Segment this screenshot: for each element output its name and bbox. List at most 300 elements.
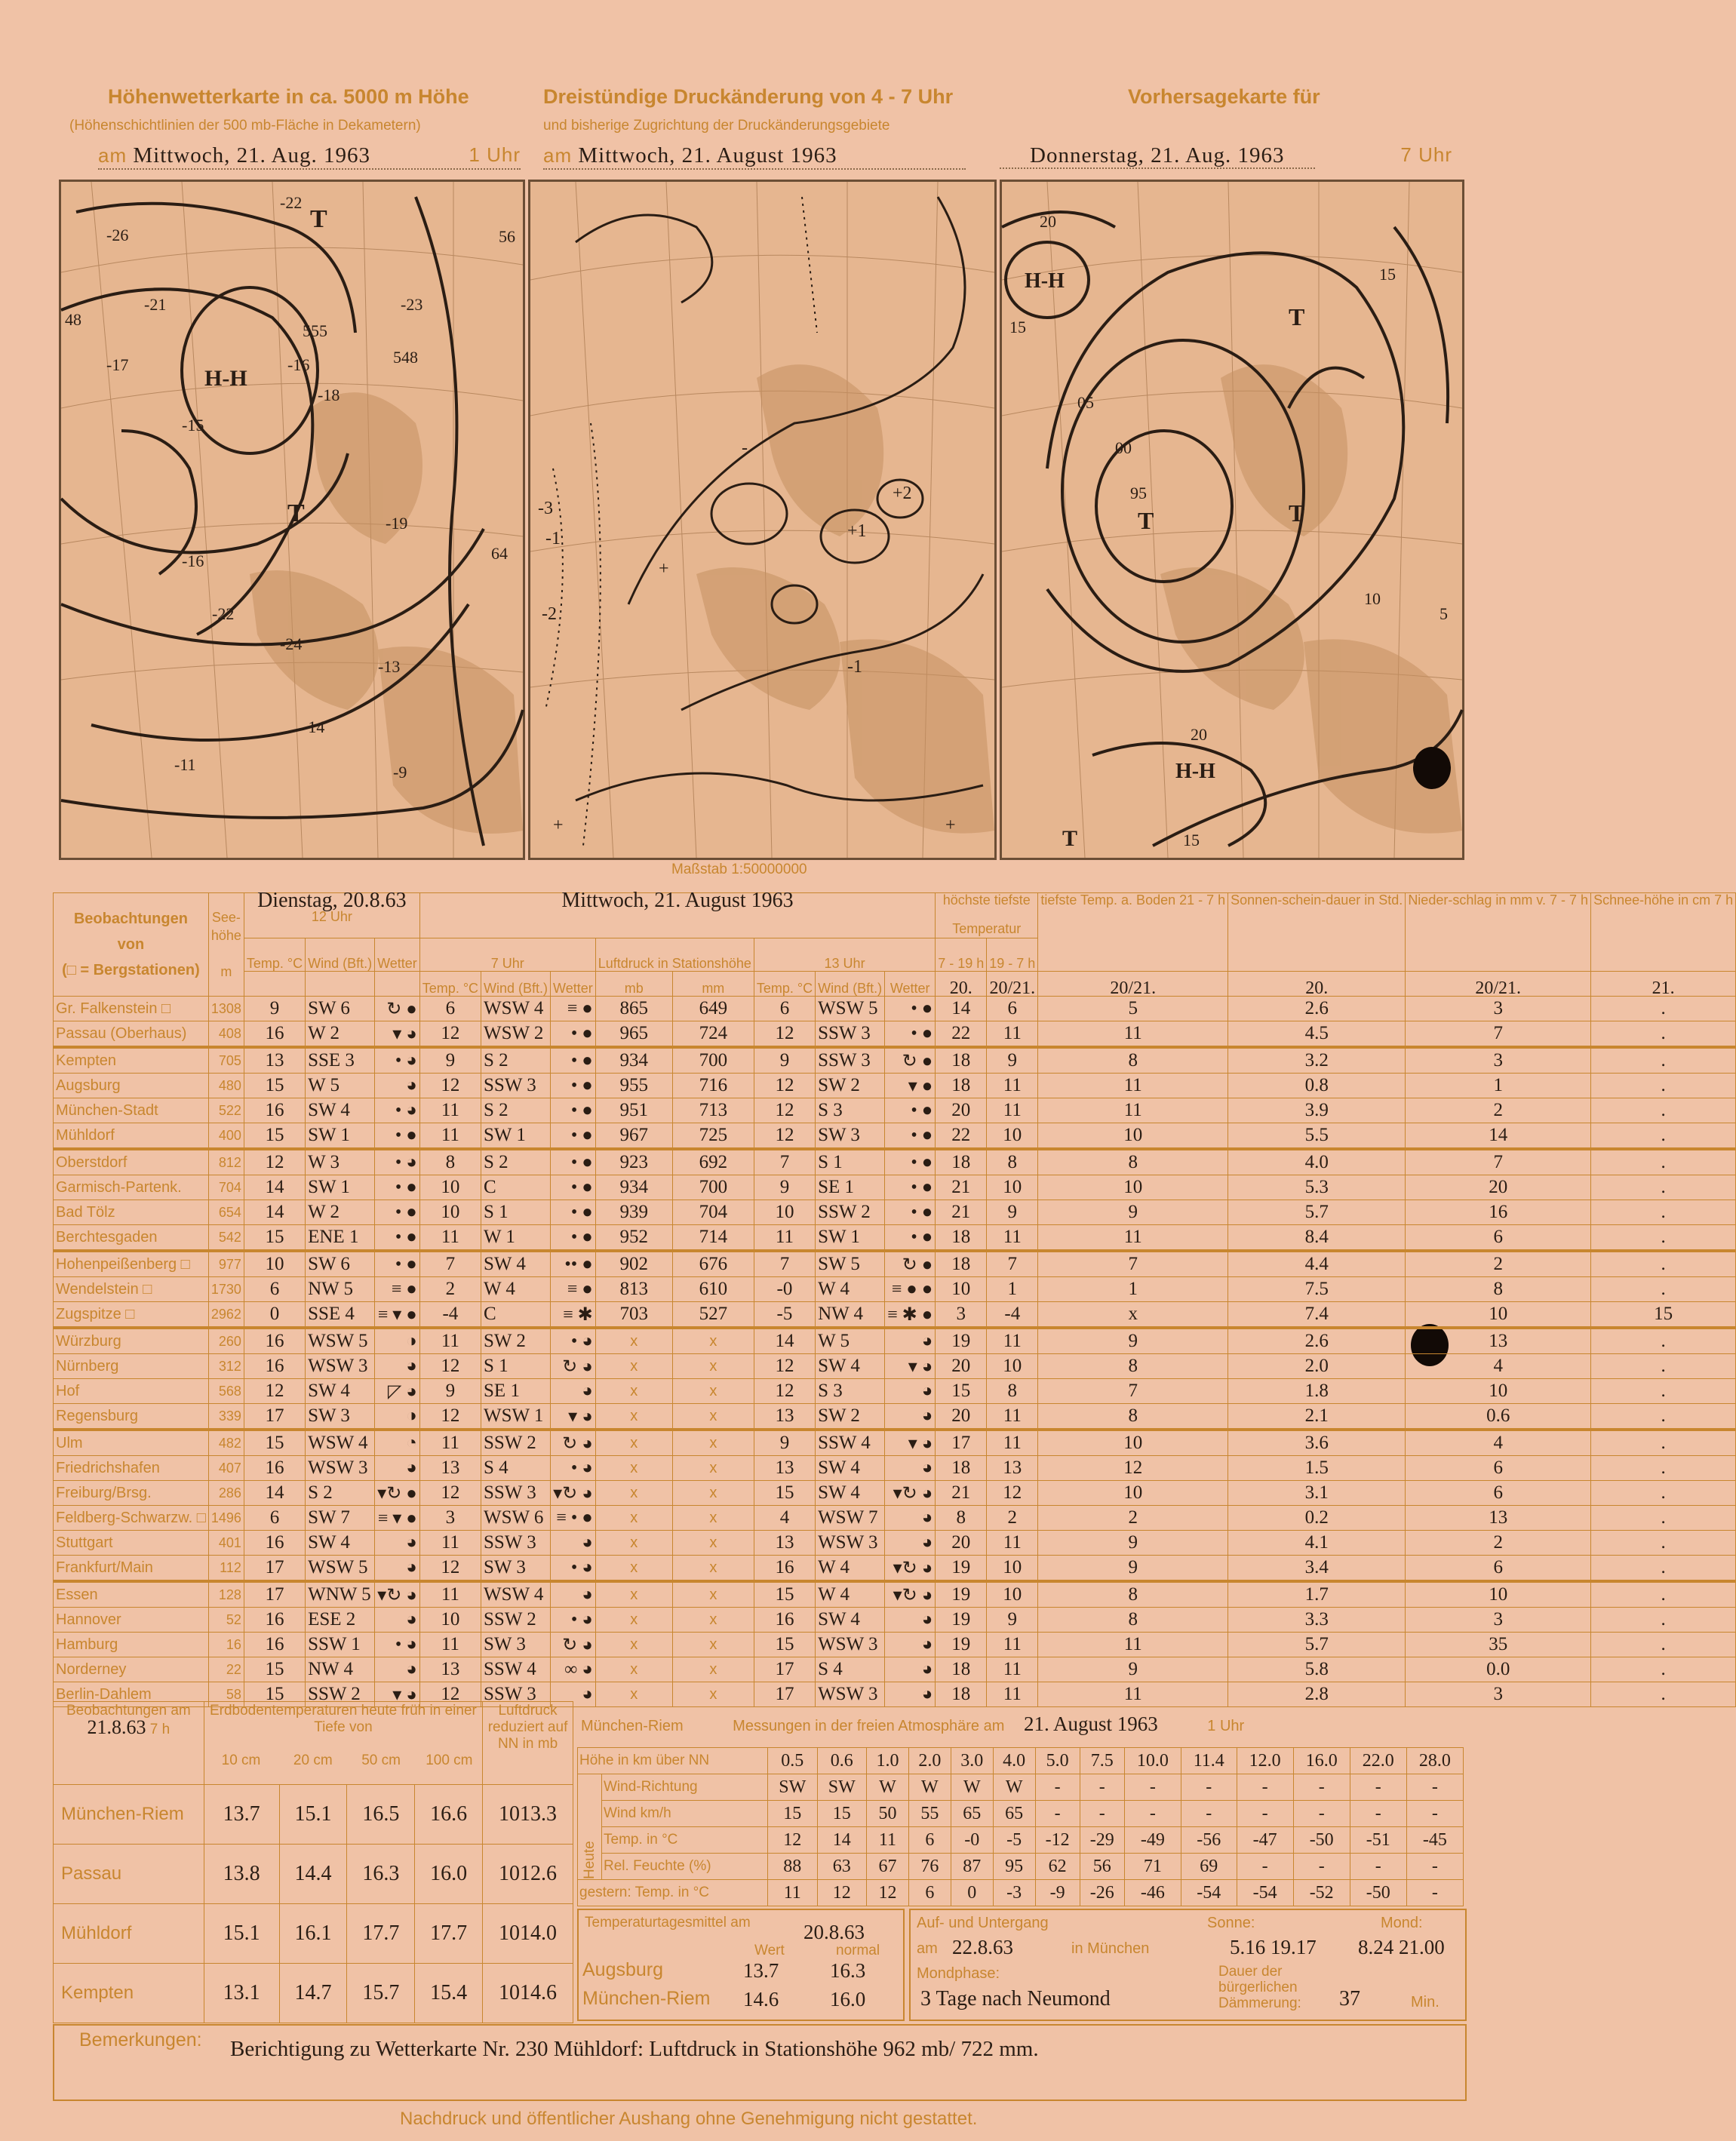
table-cell: 19 xyxy=(936,1328,987,1354)
atmos-row xyxy=(578,1801,1464,1827)
table-cell: • ● xyxy=(551,1175,596,1200)
table-cell: 9 xyxy=(754,1430,815,1456)
table-cell: S 3 xyxy=(816,1379,885,1404)
h-temp3: Temp. °C xyxy=(754,972,815,997)
soil-body xyxy=(54,1785,573,2023)
map-scale: Maßstab 1:50000000 xyxy=(671,862,807,877)
table-cell: . xyxy=(1591,1608,1736,1633)
table-cell: W 3 xyxy=(306,1149,375,1175)
table-cell: Stuttgart xyxy=(54,1531,209,1556)
table-cell: WSW 3 xyxy=(306,1354,375,1379)
table-cell: 7.4 xyxy=(1228,1302,1406,1329)
m1-label: T xyxy=(287,499,305,527)
daily-value: 14.6 xyxy=(743,1988,779,2010)
table-cell: • ● xyxy=(375,1225,420,1252)
table-cell: 9 xyxy=(1038,1657,1228,1682)
table-cell: x xyxy=(672,1430,754,1456)
table-cell: • ◕ xyxy=(551,1328,596,1354)
table-cell: SW 4 xyxy=(816,1481,885,1506)
m1-label: -23 xyxy=(401,295,423,314)
table-row xyxy=(54,1657,1736,1682)
table-cell: 13 xyxy=(419,1456,481,1481)
m3-label: T xyxy=(1062,826,1078,851)
table-cell: 724 xyxy=(672,1021,754,1048)
atmos-row-label: Wind-Richtung xyxy=(602,1774,768,1801)
table-row xyxy=(54,1302,1736,1329)
soil-depth-50: 50 cm xyxy=(361,1752,401,1768)
table-cell: 2.0 xyxy=(1228,1354,1406,1379)
table-cell: 9 xyxy=(987,1608,1038,1633)
table-cell: 11 xyxy=(987,1682,1038,1707)
table-cell: ◕ xyxy=(375,1531,420,1556)
table-cell: ↻ ◕ xyxy=(551,1633,596,1657)
table-cell: 10 xyxy=(419,1200,481,1225)
moon-times: 8.24 21.00 xyxy=(1358,1936,1445,1958)
table-cell: 8 xyxy=(987,1379,1038,1404)
table-cell: 11 xyxy=(987,1404,1038,1430)
atmos-value: - xyxy=(1080,1801,1124,1827)
table-cell: . xyxy=(1591,1123,1736,1150)
table-cell: . xyxy=(1591,1506,1736,1531)
atmos-date: 21. August 1963 xyxy=(1023,1712,1158,1735)
table-cell: S 4 xyxy=(481,1456,551,1481)
table-cell: . xyxy=(1591,1633,1736,1657)
table-cell: 3.2 xyxy=(1228,1047,1406,1074)
table-cell: 9 xyxy=(419,1379,481,1404)
table-cell: 9 xyxy=(754,1175,815,1200)
soil-value: 15.4 xyxy=(415,1964,483,2023)
atmos-value: -9 xyxy=(1035,1880,1080,1906)
m1-label: -11 xyxy=(174,755,196,774)
soil-value: 17.7 xyxy=(415,1904,483,1964)
soil-value: 16.5 xyxy=(347,1785,415,1845)
table-cell: Feldberg-Schwarzw. □ xyxy=(54,1506,209,1531)
map1-prefix: am xyxy=(98,144,128,167)
table-row xyxy=(54,1481,1736,1506)
table-cell: S 1 xyxy=(481,1354,551,1379)
m1-label: -22 xyxy=(280,193,303,212)
table-cell: 12 xyxy=(419,1021,481,1048)
table-cell: 7 xyxy=(1406,1021,1591,1048)
table-cell: ▾ ◕ xyxy=(885,1430,936,1456)
table-cell: S 1 xyxy=(816,1149,885,1175)
table-cell: 10 xyxy=(936,1277,987,1302)
table-cell: 7 xyxy=(1406,1149,1591,1175)
soil-pressure-label: Luftdruck reduziert auf NN in mb xyxy=(487,1703,568,1752)
table-cell: 10 xyxy=(1038,1481,1228,1506)
table-row xyxy=(54,1506,1736,1531)
day1-time: 12 Uhr xyxy=(311,909,352,924)
table-cell: Regensburg xyxy=(54,1404,209,1430)
table-cell: ≡ ● xyxy=(551,997,596,1021)
table-cell: 654 xyxy=(208,1200,244,1225)
moon-label: Mond: xyxy=(1381,1915,1423,1931)
table-cell: • ● xyxy=(551,1225,596,1252)
table-cell: 692 xyxy=(672,1149,754,1175)
table-cell: 17 xyxy=(244,1581,305,1608)
atmos-value: -50 xyxy=(1293,1827,1350,1854)
map2-date-line xyxy=(543,143,966,170)
m1-label: 548 xyxy=(393,348,418,367)
soil-value: 17.7 xyxy=(347,1904,415,1964)
table-cell: WSW 4 xyxy=(481,997,551,1021)
atmos-row xyxy=(578,1827,1464,1854)
table-cell: SW 4 xyxy=(306,1531,375,1556)
table-cell: 965 xyxy=(595,1021,672,1048)
table-cell: • ● xyxy=(375,1175,420,1200)
atmos-body xyxy=(578,1774,1464,1906)
table-cell: 286 xyxy=(208,1481,244,1506)
soil-table xyxy=(53,1701,573,2023)
table-cell: . xyxy=(1591,1682,1736,1707)
soil-value: 15.1 xyxy=(204,1904,279,1964)
table-cell: 12 xyxy=(754,1074,815,1098)
table-cell: ≡ ● xyxy=(375,1277,420,1302)
table-cell: Frankfurt/Main xyxy=(54,1556,209,1582)
atmos-row xyxy=(578,1880,1464,1906)
m1-label: T xyxy=(310,205,327,233)
table-cell: 2962 xyxy=(208,1302,244,1329)
table-row xyxy=(54,1531,1736,1556)
soil-depth-20: 20 cm xyxy=(293,1752,333,1768)
table-cell: 4 xyxy=(1406,1354,1591,1379)
table-cell: 9 xyxy=(1038,1531,1228,1556)
table-cell: 1 xyxy=(1406,1074,1591,1098)
m3-label: T xyxy=(1138,507,1154,534)
atmos-value: - xyxy=(1080,1774,1124,1801)
table-cell: x xyxy=(672,1354,754,1379)
h-temp2: Temp. °C xyxy=(419,972,481,997)
table-cell: x xyxy=(672,1556,754,1582)
m1-label: 48 xyxy=(65,310,81,329)
table-cell: ▾ ◕ xyxy=(885,1354,936,1379)
header-rain xyxy=(1406,893,1591,972)
table-cell: Kempten xyxy=(54,1047,209,1074)
soil-value: 1013.3 xyxy=(483,1785,573,1845)
table-cell: W 5 xyxy=(306,1074,375,1098)
atmos-value: -45 xyxy=(1406,1827,1463,1854)
table-cell: 11 xyxy=(419,1328,481,1354)
table-cell: 4.1 xyxy=(1228,1531,1406,1556)
m1-label: -16 xyxy=(287,355,310,374)
table-cell: 704 xyxy=(208,1175,244,1200)
table-cell: ◑ xyxy=(375,1328,420,1354)
table-cell: 9 xyxy=(754,1047,815,1074)
table-cell: C xyxy=(481,1175,551,1200)
atmos-value: 71 xyxy=(1124,1854,1181,1880)
table-cell: 16 xyxy=(244,1354,305,1379)
table-cell: SW 3 xyxy=(481,1633,551,1657)
atmos-value: - xyxy=(1237,1774,1293,1801)
table-cell: 16 xyxy=(244,1328,305,1354)
table-cell: 11 xyxy=(1038,1021,1228,1048)
m3-label: H-H xyxy=(1175,760,1215,783)
table-cell: . xyxy=(1591,1354,1736,1379)
table-cell: ◕ xyxy=(885,1608,936,1633)
table-cell: 128 xyxy=(208,1581,244,1608)
moon-phase: 3 Tage nach Neumond xyxy=(920,1987,1111,2010)
m1-label: -16 xyxy=(182,551,204,570)
m1-label: -24 xyxy=(280,634,303,653)
table-cell: 9 xyxy=(244,997,305,1021)
atmos-height: 3.0 xyxy=(951,1748,993,1774)
soil-value: 1014.0 xyxy=(483,1904,573,1964)
table-cell: ◕ xyxy=(375,1556,420,1582)
atmos-value: 12 xyxy=(867,1880,909,1906)
table-cell: ↻ ◕ xyxy=(551,1430,596,1456)
table-cell: SW 2 xyxy=(816,1404,885,1430)
table-cell: x xyxy=(595,1456,672,1481)
table-cell: ≡ ✱ ● xyxy=(885,1302,936,1329)
m1-label: -15 xyxy=(182,416,204,435)
table-cell: 11 xyxy=(987,1225,1038,1252)
table-cell: 1 xyxy=(987,1277,1038,1302)
m3-label: T xyxy=(1289,303,1305,330)
table-cell: • ● xyxy=(551,1021,596,1048)
m2-label: +1 xyxy=(847,521,867,541)
table-cell: WSW 2 xyxy=(481,1021,551,1048)
header-station-l3: (□ = Bergstationen) xyxy=(62,962,200,978)
table-cell: 13 xyxy=(754,1531,815,1556)
h-wx2: Wetter xyxy=(551,972,596,997)
table-cell: x xyxy=(595,1328,672,1354)
table-cell: 17 xyxy=(754,1657,815,1682)
header-temp-ext xyxy=(936,893,1038,938)
ext-min: tiefste xyxy=(994,892,1031,908)
atmos-row-label: Rel. Feuchte (%) xyxy=(602,1854,768,1880)
h-d2021: 20/21. xyxy=(987,972,1038,997)
table-cell: 2.8 xyxy=(1228,1682,1406,1707)
table-cell: WSW 4 xyxy=(481,1581,551,1608)
table-cell: ▾↻ ◕ xyxy=(375,1581,420,1608)
table-cell: 8 xyxy=(1038,1149,1228,1175)
table-cell: W 2 xyxy=(306,1021,375,1048)
table-cell: . xyxy=(1591,1047,1736,1074)
atmos-station: München-Riem xyxy=(581,1718,684,1734)
m2-label: + xyxy=(553,816,564,835)
table-row xyxy=(54,1328,1736,1354)
map2-subtitle: und bisherige Zugrichtung der Druckänderungsgebiete xyxy=(543,118,890,134)
table-cell: x xyxy=(595,1682,672,1707)
h-time7: 7 Uhr xyxy=(419,938,595,972)
table-cell: x xyxy=(595,1608,672,1633)
table-cell: ◕ xyxy=(885,1404,936,1430)
table-cell: 3 xyxy=(936,1302,987,1329)
table-cell: • ◕ xyxy=(551,1456,596,1481)
atmos-value: 67 xyxy=(867,1854,909,1880)
table-cell: 21 xyxy=(936,1175,987,1200)
table-cell: SW 4 xyxy=(816,1456,885,1481)
daily-mean-title: Temperaturtagesmittel am xyxy=(585,1915,751,1931)
table-cell: 15 xyxy=(244,1074,305,1098)
atmos-height: 2.0 xyxy=(908,1748,951,1774)
table-cell: ≡ ▾ ● xyxy=(375,1302,420,1329)
atmos-heute-label: Heute xyxy=(578,1774,602,1880)
atmos-row xyxy=(578,1774,1464,1801)
m3-label: H-H xyxy=(1025,269,1065,293)
atmos-height: 0.5 xyxy=(768,1748,818,1774)
table-cell: • ● xyxy=(375,1123,420,1150)
m2-label: + xyxy=(659,559,669,579)
table-cell: 703 xyxy=(595,1302,672,1329)
map3-title: Vorhersagekarte für xyxy=(1128,85,1320,108)
table-cell: • ● xyxy=(551,1123,596,1150)
table-cell: 4.5 xyxy=(1228,1021,1406,1048)
table-cell: SSE 4 xyxy=(306,1302,375,1329)
table-cell: 12 xyxy=(244,1149,305,1175)
soil-row xyxy=(54,1845,573,1904)
moon-phase-label: Mondphase: xyxy=(917,1965,1000,1982)
m2-label: +2 xyxy=(893,484,912,503)
table-cell: 934 xyxy=(595,1047,672,1074)
forecast-chart xyxy=(1002,182,1462,858)
atmos-value: W xyxy=(867,1774,909,1801)
table-cell: 939 xyxy=(595,1200,672,1225)
atmos-value: 6 xyxy=(908,1827,951,1854)
table-cell: 3 xyxy=(1406,1682,1591,1707)
table-cell: WSW 7 xyxy=(816,1506,885,1531)
table-cell: . xyxy=(1591,1175,1736,1200)
table-cell: 16 xyxy=(244,1608,305,1633)
table-cell: 12 xyxy=(419,1354,481,1379)
table-cell: • ● xyxy=(885,1021,936,1048)
soil-value: 16.3 xyxy=(347,1845,415,1904)
table-cell: x xyxy=(672,1581,754,1608)
table-cell: 0.2 xyxy=(1228,1506,1406,1531)
table-cell: ◕ xyxy=(885,1506,936,1531)
table-cell: 11 xyxy=(987,1657,1038,1682)
h-d20s: 20. xyxy=(1228,972,1406,997)
table-cell: 17 xyxy=(936,1430,987,1456)
table-cell: SSW 3 xyxy=(816,1047,885,1074)
table-cell: ▾↻ ◕ xyxy=(551,1481,596,1506)
table-cell: 18 xyxy=(936,1657,987,1682)
m2-label: -1 xyxy=(847,657,862,677)
table-cell: . xyxy=(1591,1098,1736,1123)
table-cell: 18 xyxy=(936,1225,987,1252)
table-row xyxy=(54,1277,1736,1302)
table-cell: • ◕ xyxy=(375,1098,420,1123)
table-cell: 951 xyxy=(595,1098,672,1123)
table-cell: • ● xyxy=(375,1200,420,1225)
table-cell: 5.3 xyxy=(1228,1175,1406,1200)
header-height-l1: See- xyxy=(211,910,241,925)
table-cell: 12 xyxy=(419,1404,481,1430)
table-cell: 16 xyxy=(208,1633,244,1657)
table-cell: ▾↻ ◕ xyxy=(885,1581,936,1608)
table-cell: 2 xyxy=(1038,1506,1228,1531)
table-cell: 13 xyxy=(1406,1506,1591,1531)
table-cell: 6 xyxy=(244,1277,305,1302)
table-cell: 7 xyxy=(987,1251,1038,1277)
atmos-height: 1.0 xyxy=(867,1748,909,1774)
table-cell: Bad Tölz xyxy=(54,1200,209,1225)
table-cell: 10 xyxy=(1406,1581,1591,1608)
table-cell: 522 xyxy=(208,1098,244,1123)
atmos-value: -26 xyxy=(1080,1880,1124,1906)
table-cell: SW 1 xyxy=(481,1123,551,1150)
daily-mean-normal: normal xyxy=(836,1943,880,1958)
atmos-value: -0 xyxy=(951,1827,993,1854)
atmos-value: - xyxy=(1406,1854,1463,1880)
table-cell: 955 xyxy=(595,1074,672,1098)
table-cell: SW 4 xyxy=(306,1379,375,1404)
remarks-box xyxy=(53,2024,1467,2101)
table-cell: • ● xyxy=(885,1098,936,1123)
table-cell: 8 xyxy=(419,1149,481,1175)
table-cell: Gr. Falkenstein □ xyxy=(54,997,209,1021)
h-mb: mb xyxy=(595,972,672,997)
table-cell: WSW 3 xyxy=(816,1531,885,1556)
table-cell: 10 xyxy=(1406,1379,1591,1404)
table-cell: 1 xyxy=(1038,1277,1228,1302)
m1-label: -18 xyxy=(318,386,340,404)
sun-moon-date: 22.8.63 xyxy=(952,1936,1013,1958)
atmos-value: - xyxy=(1237,1801,1293,1827)
atmos-value: 6 xyxy=(908,1880,951,1906)
table-cell: • ◕ xyxy=(375,1047,420,1074)
table-row xyxy=(54,1149,1736,1175)
table-cell: WSW 1 xyxy=(481,1404,551,1430)
soil-row xyxy=(54,1904,573,1964)
table-cell: 15 xyxy=(754,1581,815,1608)
table-cell: x xyxy=(595,1354,672,1379)
twilight-value: 37 xyxy=(1339,1987,1360,2010)
table-cell: 1.7 xyxy=(1228,1581,1406,1608)
table-cell: 16 xyxy=(1406,1200,1591,1225)
table-cell: WSW 3 xyxy=(816,1633,885,1657)
m3-label: 10 xyxy=(1364,589,1381,608)
table-cell: 12 xyxy=(419,1556,481,1582)
table-cell: ≡ ✱ xyxy=(551,1302,596,1329)
table-cell: . xyxy=(1591,1200,1736,1225)
sun-times: 5.16 19.17 xyxy=(1230,1936,1317,1958)
table-cell: 8 xyxy=(1038,1608,1228,1633)
table-cell: 9 xyxy=(419,1047,481,1074)
atmos-value: 56 xyxy=(1080,1854,1124,1880)
atmos-value: 63 xyxy=(817,1854,867,1880)
table-cell: ▾ ◕ xyxy=(375,1021,420,1048)
daily-value: 13.7 xyxy=(743,1959,779,1982)
table-cell: 3.4 xyxy=(1228,1556,1406,1582)
table-cell: 7 xyxy=(754,1251,815,1277)
table-cell: ≡ ● ● xyxy=(885,1277,936,1302)
map2-prefix: am xyxy=(543,144,573,167)
table-cell: 2.6 xyxy=(1228,1328,1406,1354)
h-pressure: Luftdruck in Stationshöhe xyxy=(595,938,754,972)
table-cell: Norderney xyxy=(54,1657,209,1682)
table-row xyxy=(54,1456,1736,1481)
h-wind3: Wind (Bft.) xyxy=(816,972,885,997)
table-cell: 10 xyxy=(987,1123,1038,1150)
table-cell: 527 xyxy=(672,1302,754,1329)
soil-header-depth xyxy=(204,1702,482,1785)
table-cell: 6 xyxy=(1406,1556,1591,1582)
atmos-height: 5.0 xyxy=(1035,1748,1080,1774)
daily-mean-date: 20.8.63 xyxy=(803,1921,865,1943)
table-cell: SW 7 xyxy=(306,1506,375,1531)
table-cell: x xyxy=(595,1657,672,1682)
table-cell: 568 xyxy=(208,1379,244,1404)
table-cell: • ◕ xyxy=(551,1556,596,1582)
table-cell: x xyxy=(595,1506,672,1531)
m3-label: 05 xyxy=(1077,393,1094,412)
table-cell: ◕ xyxy=(551,1379,596,1404)
table-cell: 10 xyxy=(754,1200,815,1225)
header-day1 xyxy=(244,889,419,938)
table-cell: 339 xyxy=(208,1404,244,1430)
atmos-table xyxy=(577,1747,1464,1906)
